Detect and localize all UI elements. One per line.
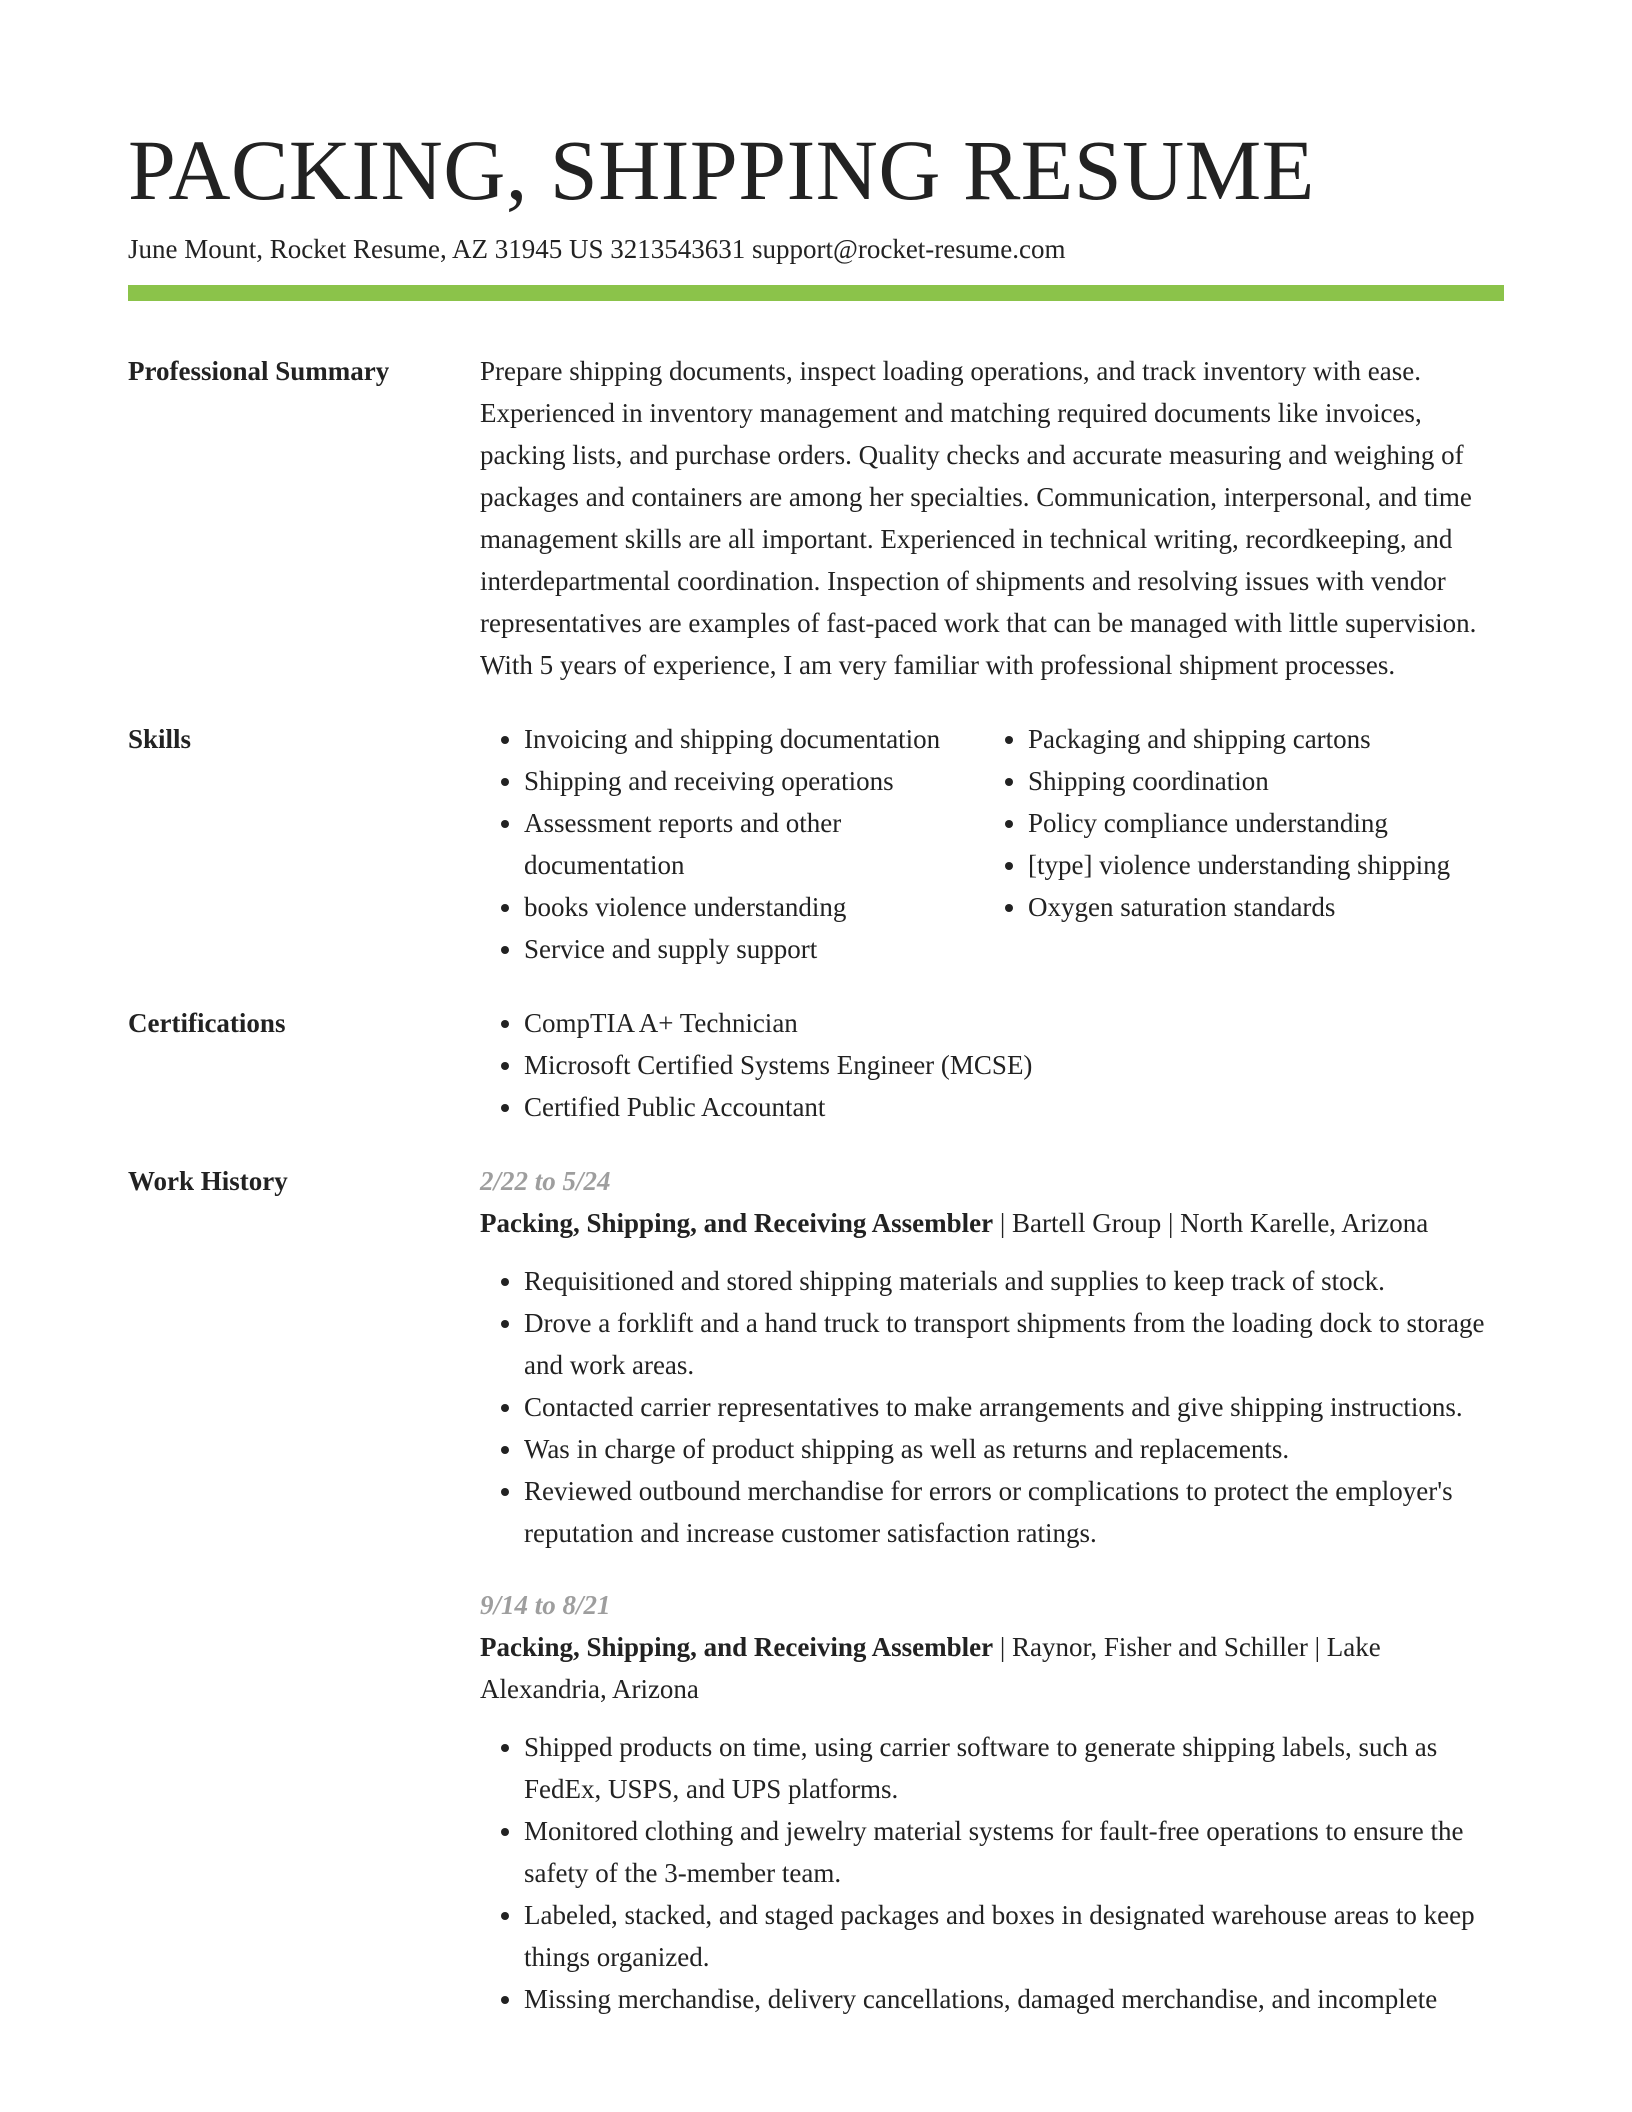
job-employer-location: | Raynor, Fisher and Schiller | Lake Alexandria, Arizona — [480, 1632, 1381, 1704]
job-duty: • Contacted carrier representatives to make arrangements and give shipping instructions. — [524, 1386, 1504, 1428]
job-duty: • Labeled, stacked, and staged packages and boxes in designated warehouse areas to keep things organized. — [524, 1894, 1504, 1978]
job-entry — [480, 1584, 1504, 2020]
certifications-body — [480, 1002, 1504, 1128]
job-dates: 2/22 to 5/24 — [480, 1166, 611, 1196]
job-duty: • Shipped products on time, using carrier software to generate shipping labels, such as FedEx, USPS, and UPS platforms. — [524, 1726, 1504, 1810]
certification-item: • Microsoft Certified Systems Engineer (MCSE) — [524, 1044, 1504, 1086]
skills-body — [480, 718, 1504, 970]
section-label-work-history: Work History — [128, 1166, 288, 1196]
section-label-certifications: Certifications — [128, 1008, 286, 1038]
skill-item: • Invoicing and shipping documentation — [524, 718, 984, 760]
job-duty: • Reviewed outbound merchandise for errors or complications to protect the employer's reputation and increase customer satisfaction ratings. — [524, 1470, 1504, 1554]
skill-item: • Assessment reports and other documentation — [524, 802, 984, 886]
resume-title: PACKING, SHIPPING RESUME — [128, 122, 1315, 218]
contact-line: June Mount, Rocket Resume, AZ 31945 US 3213543631 support@rocket-resume.com — [128, 234, 1066, 264]
section-label-summary: Professional Summary — [128, 356, 390, 386]
summary-text: Prepare shipping documents, inspect loading operations, and track inventory with ease. Experienced in inventory management and matching required documents like invoices, packing lists, and purchase orders. Quality checks and accurate measuring and weighing of packages and containers are among her specialties. Communication, interpersonal, and time management skills are all important. Experienced in technical writing, recordkeeping, and interdepartmental coordination. Inspection of shipments and resolving issues with vendor representatives are examples of fast-paced work that can be managed with little supervision. With 5 years of experience, I am very familiar with professional shipment processes. — [480, 356, 1477, 680]
job-title: Packing, Shipping, and Receiving Assembler — [480, 1632, 994, 1662]
certifications-section — [128, 1002, 1504, 1128]
skill-item: • Policy compliance understanding — [1028, 802, 1504, 844]
job-duty: • Requisitioned and stored shipping materials and supplies to keep track of stock. — [524, 1260, 1504, 1302]
job-duty: • Drove a forklift and a hand truck to transport shipments from the loading dock to storage and work areas. — [524, 1302, 1504, 1386]
certification-item: • Certified Public Accountant — [524, 1086, 1504, 1128]
job-employer-location: | Bartell Group | North Karelle, Arizona — [993, 1208, 1429, 1238]
work-history-section — [128, 1160, 1504, 2050]
job-duty: • Was in charge of product shipping as well as returns and replacements. — [524, 1428, 1504, 1470]
summary-section — [128, 350, 1504, 686]
job-heading — [480, 1626, 1504, 1710]
job-dates: 9/14 to 8/21 — [480, 1590, 611, 1620]
section-label-skills: Skills — [128, 724, 192, 754]
skill-item: • Service and supply support — [524, 928, 984, 970]
skill-item: • Shipping coordination — [1028, 760, 1504, 802]
job-heading — [480, 1202, 1504, 1244]
skills-list-left — [480, 718, 984, 970]
skill-item: • Oxygen saturation standards — [1028, 886, 1504, 928]
certification-item: • CompTIA A+ Technician — [524, 1002, 1504, 1044]
summary-body — [480, 350, 1504, 686]
header-divider — [128, 285, 1504, 301]
skill-item: • Packaging and shipping cartons — [1028, 718, 1504, 760]
certifications-list — [480, 1002, 1504, 1128]
resume-body — [128, 350, 1504, 2082]
skills-section — [128, 718, 1504, 970]
skill-item: • Shipping and receiving operations — [524, 760, 984, 802]
job-title: Packing, Shipping, and Receiving Assembler — [480, 1208, 994, 1238]
skill-item: • [type] violence understanding shipping — [1028, 844, 1504, 886]
work-history-body — [480, 1160, 1504, 2050]
job-duties-list — [480, 1260, 1504, 1554]
job-duties-list — [480, 1726, 1504, 2020]
job-duty: • Missing merchandise, delivery cancellations, damaged merchandise, and incomplete — [524, 1978, 1504, 2020]
job-entry — [480, 1160, 1504, 1554]
job-duty: • Monitored clothing and jewelry material systems for fault-free operations to ensure the safety of the 3-member team. — [524, 1810, 1504, 1894]
skills-list-right — [984, 718, 1504, 970]
resume-header — [128, 118, 1504, 267]
skill-item: • books violence understanding — [524, 886, 984, 928]
